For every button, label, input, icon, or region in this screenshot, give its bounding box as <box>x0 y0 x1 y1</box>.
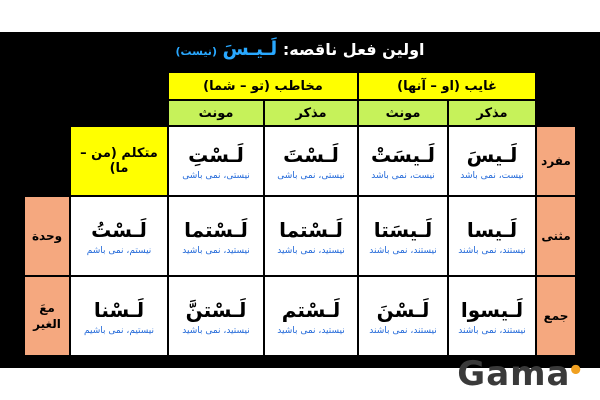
verb-meaning: نیستند، نمی باشند <box>369 246 437 256</box>
verb-form: لَـسْنَ <box>376 298 430 322</box>
verb-form: لَـیسَتْ <box>370 143 436 167</box>
row-label-maalghayr <box>24 276 70 356</box>
header-mukhatab: مخاطب (تو – شما) <box>168 72 358 100</box>
verb-form: لَـیسَتا <box>373 218 433 242</box>
cell-jam-ghayeb-moannas <box>358 276 448 356</box>
verb-form: لَـسْتما <box>184 218 248 242</box>
watermark-text: Gama <box>457 354 571 394</box>
cell-mosanna-mukhatab-moannas <box>168 196 264 276</box>
verb-form: لَـیسوا <box>460 298 524 322</box>
row-label-mofrad: مفرد <box>536 126 576 196</box>
cell-jam-mukhatab-mozakkar <box>264 276 358 356</box>
cell-mofrad-mukhatab-mozakkar <box>264 126 358 196</box>
header-ghayeb-mozakkar: مذکر <box>448 100 536 126</box>
cell-mosanna-ghayeb-moannas <box>358 196 448 276</box>
verb-meaning: نیستید، نمی باشید <box>182 326 250 336</box>
verb-form: لَـسْتُ <box>91 218 147 242</box>
title-note: (نیست) <box>175 45 217 58</box>
verb-meaning: نیست، نمی باشد <box>460 171 524 181</box>
maalghayr-line-2: الغیر <box>33 317 61 331</box>
maalghayr-line-1: معَ <box>39 301 55 315</box>
verb-meaning: نیستند، نمی باشند <box>458 326 526 336</box>
verb-form: لَـسْنا <box>93 298 145 322</box>
cell-mofrad-ghayeb-moannas <box>358 126 448 196</box>
gama-watermark-logo <box>457 354 582 394</box>
verb-meaning: نیستید، نمی باشید <box>277 326 345 336</box>
verb-meaning: نیستید، نمی باشید <box>182 246 250 256</box>
cell-mosanna-ghayeb-mozakkar <box>448 196 536 276</box>
watermark-dot-icon: ● <box>570 361 582 376</box>
row-label-mosanna: مثنی <box>536 196 576 276</box>
row-label-jam: جمع <box>536 276 576 356</box>
verb-meaning: نیستند، نمی باشند <box>458 246 526 256</box>
verb-meaning: نیستی، نمی باشی <box>277 171 345 181</box>
verb-form: لَـسْتِ <box>188 143 244 167</box>
verb-meaning: نیستند، نمی باشند <box>369 326 437 336</box>
cell-motekallem-maalghayr <box>70 276 168 356</box>
title-verb: لَـیـسَ <box>222 38 278 60</box>
header-ghayeb: غایب (او – آنها) <box>358 72 536 100</box>
slide-title <box>150 38 450 60</box>
verb-meaning: نیستیم، نمی باشیم <box>84 326 155 336</box>
header-mukhatab-mozakkar: مذکر <box>264 100 358 126</box>
verb-form: لَـسْتما <box>279 218 343 242</box>
verb-meaning: نیستید، نمی باشید <box>277 246 345 256</box>
verb-form: لَـسْتم <box>281 298 341 322</box>
verb-form: لَـسْتَ <box>283 143 339 167</box>
verb-meaning: نیستم، نمی باشم <box>86 246 152 256</box>
verb-form: لَـسْتنَّ <box>185 298 247 322</box>
verb-meaning: نیستی، نمی باشی <box>182 171 250 181</box>
cell-motekallem-vahdat <box>70 196 168 276</box>
slide <box>0 32 600 368</box>
cell-mofrad-ghayeb-mozakkar <box>448 126 536 196</box>
verb-meaning: نیست، نمی باشد <box>371 171 435 181</box>
header-motekallem: متکلم (من – ما) <box>70 126 168 196</box>
cell-mosanna-mukhatab-mozakkar <box>264 196 358 276</box>
title-main: اولین فعل ناقصه: <box>282 40 425 59</box>
header-ghayeb-moannas: مونث <box>358 100 448 126</box>
header-mukhatab-moannas: مونث <box>168 100 264 126</box>
row-label-vahdat: وحدة <box>24 196 70 276</box>
verb-form: لَـیسا <box>466 218 518 242</box>
cell-mofrad-mukhatab-moannas <box>168 126 264 196</box>
cell-jam-ghayeb-mozakkar <box>448 276 536 356</box>
cell-jam-mukhatab-moannas <box>168 276 264 356</box>
verb-form: لَـیسَ <box>466 143 518 167</box>
